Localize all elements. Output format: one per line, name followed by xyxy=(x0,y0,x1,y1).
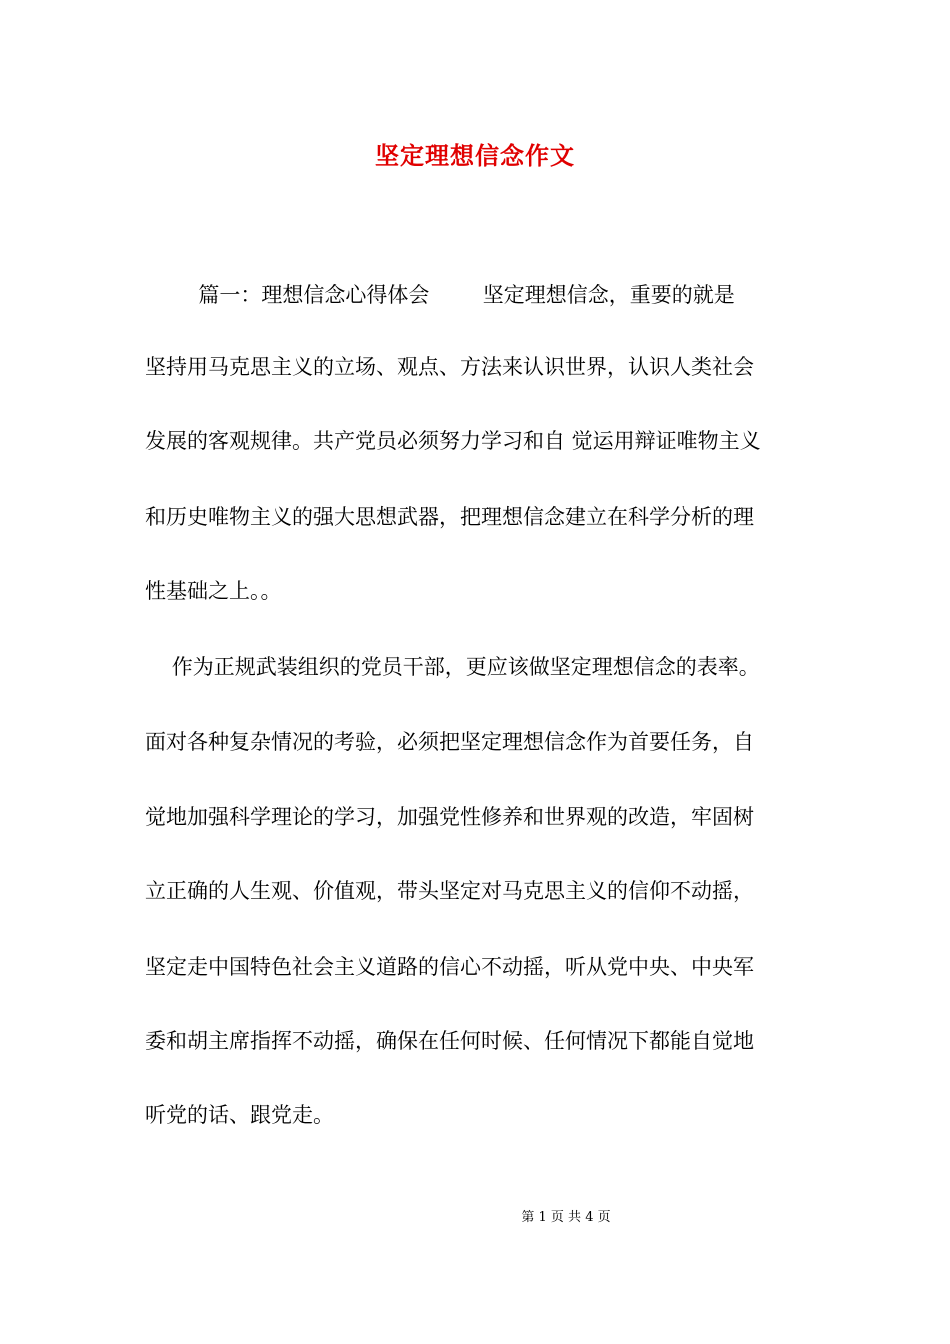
page-footer: 第 1 页 共 4 页 xyxy=(521,1210,611,1225)
body-line: 委和胡主席指挥不动摇，确保在任何时候、任何情况下都能自觉地 xyxy=(145,1029,754,1053)
body-line: 篇一：理想信念心得体会 坚定理想信念，重要的就是 xyxy=(145,283,735,307)
body-line: 觉地加强科学理论的学习，加强党性修养和世界观的改造，牢固树 xyxy=(145,805,754,829)
body-line: 坚持用马克思主义的立场、观点、方法来认识世界，认识人类社会 xyxy=(145,355,754,379)
body-line: 面对各种复杂情况的考验，必须把坚定理想信念作为首要任务，自 xyxy=(145,730,754,754)
body-line: 坚定走中国特色社会主义道路的信心不动摇，听从党中央、中央军 xyxy=(145,955,754,979)
body-line: 和历史唯物主义的强大思想武器，把理想信念建立在科学分析的理 xyxy=(145,505,754,529)
body-line: 作为正规武装组织的党员干部，更应该做坚定理想信念的表率。 xyxy=(145,655,760,679)
document-title: 坚定理想信念作文 xyxy=(375,141,575,170)
body-line: 发展的客观规律。共产党员必须努力学习和自 觉运用辩证唯物主义 xyxy=(145,429,761,453)
body-line: 立正确的人生观、价值观，带头坚定对马克思主义的信仰不动摇， xyxy=(145,879,754,903)
body-line: 听党的话、跟党走。 xyxy=(145,1103,334,1127)
body-line: 性基础之上。。 xyxy=(145,579,282,603)
